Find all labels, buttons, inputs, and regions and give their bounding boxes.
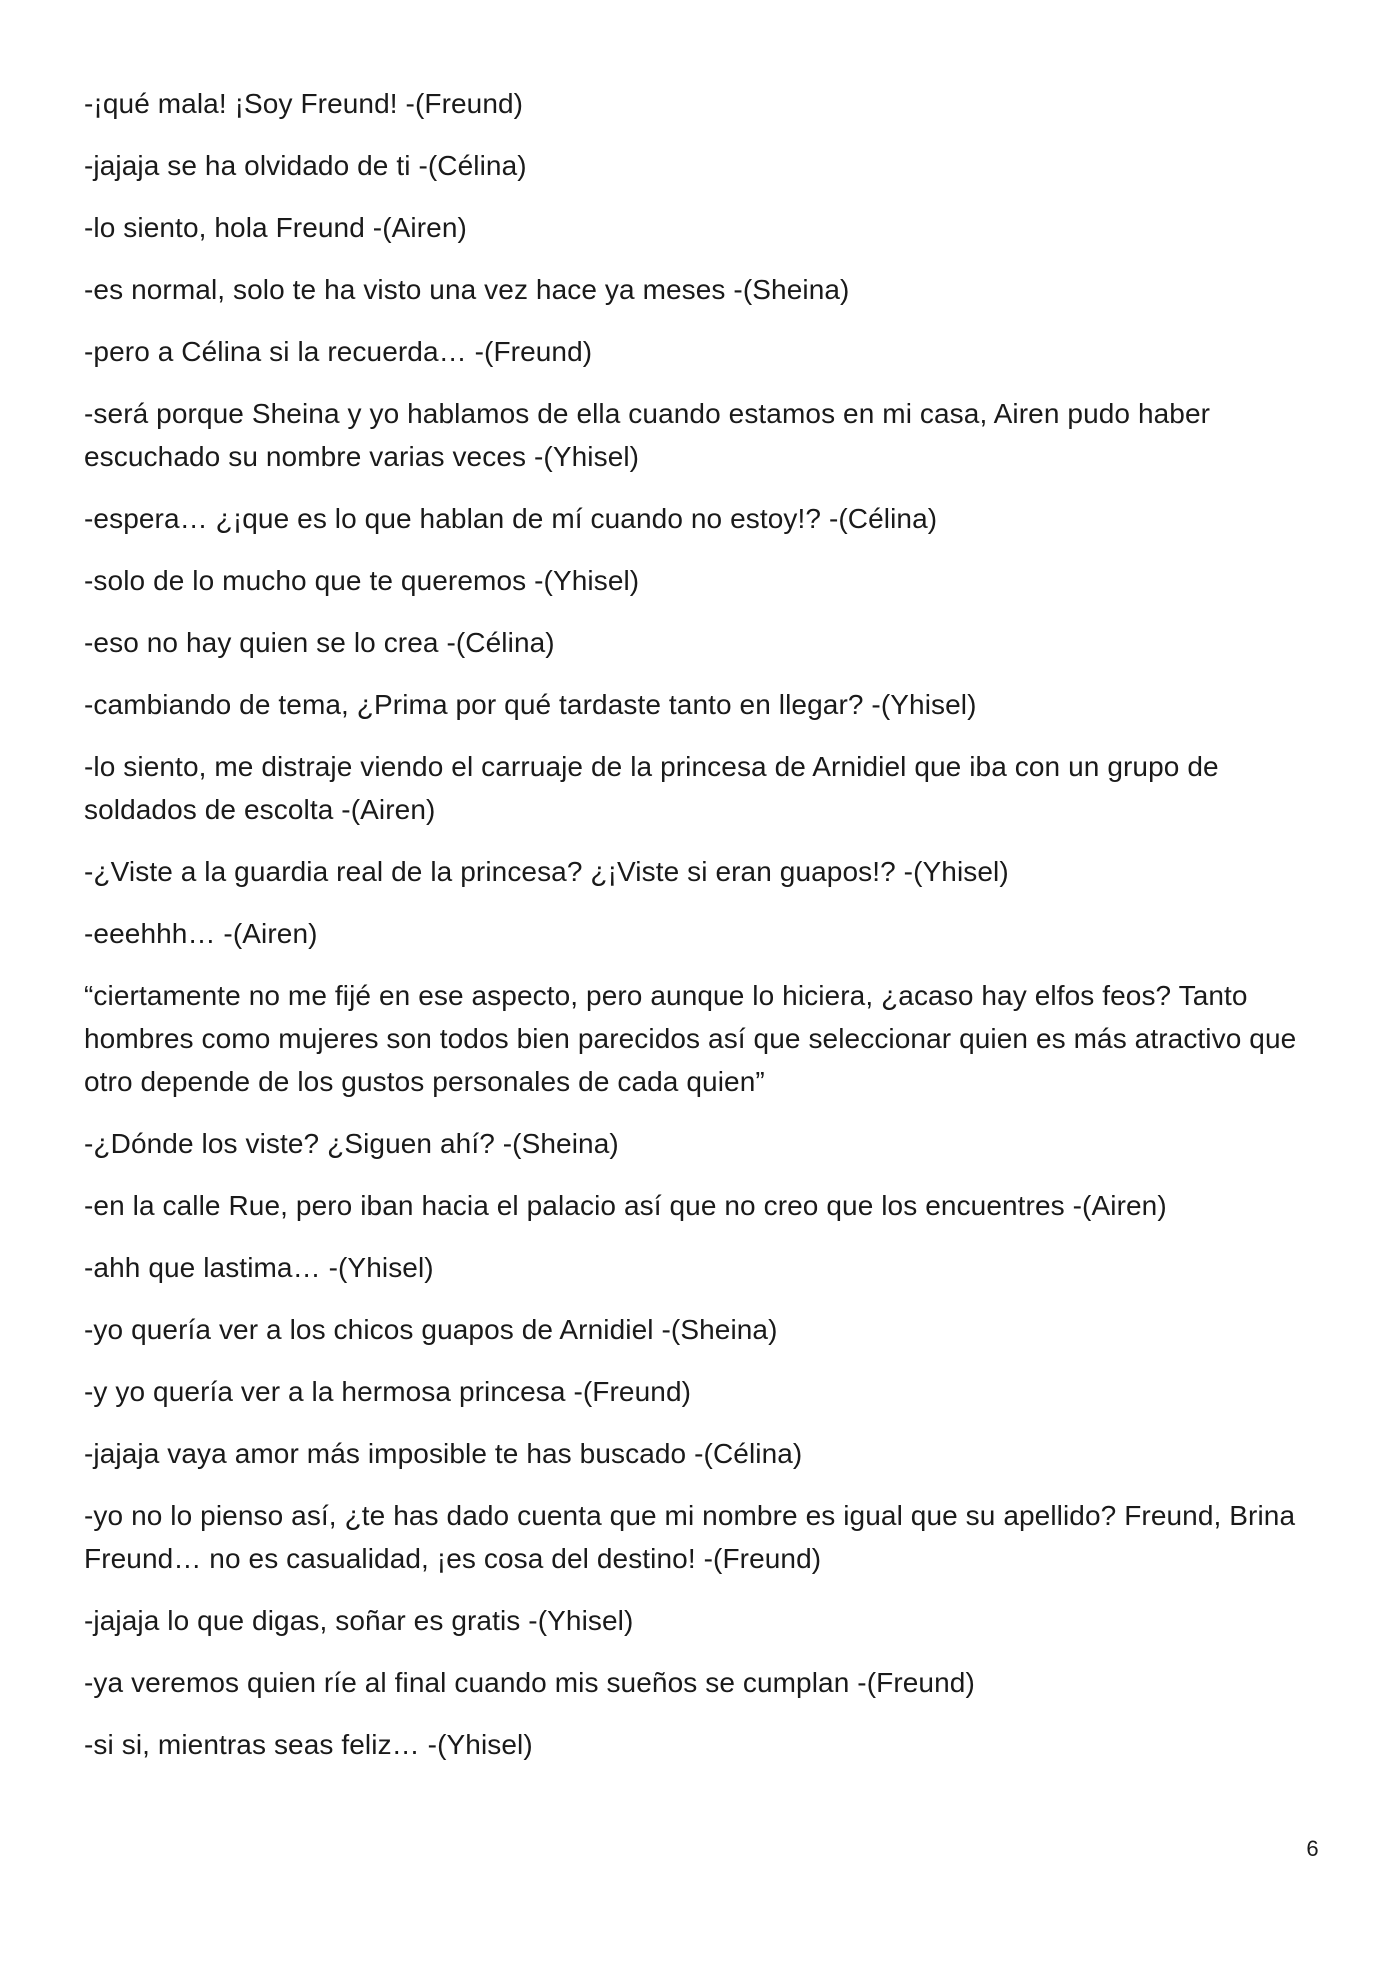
paragraph: -ahh que lastima… -(Yhisel) xyxy=(84,1252,434,1283)
paragraph: -ya veremos quien ríe al final cuando mis sueños se cumplan -(Freund) xyxy=(84,1667,975,1698)
paragraph: -eso no hay quien se lo crea -(Célina) xyxy=(84,627,555,658)
paragraph: -cambiando de tema, ¿Prima por qué tardaste tanto en llegar? -(Yhisel) xyxy=(84,689,977,720)
paragraph: -pero a Célina si la recuerda… -(Freund) xyxy=(84,336,593,367)
page-number: 6 xyxy=(1306,1836,1319,1861)
paragraph: -en la calle Rue, pero iban hacia el palacio así que no creo que los encuentres -(Airen) xyxy=(84,1190,1167,1221)
paragraph: -lo siento, me distraje viendo el carruaje de la princesa de Arnidiel que iba con un grupo de soldados de escolta -(Airen) xyxy=(84,751,1219,825)
paragraph: -¡qué mala! ¡Soy Freund! -(Freund) xyxy=(84,88,524,119)
paragraph: -es normal, solo te ha visto una vez hace ya meses -(Sheina) xyxy=(84,274,850,305)
paragraph: -¿Viste a la guardia real de la princesa? ¿¡Viste si eran guapos!? -(Yhisel) xyxy=(84,856,1009,887)
paragraph: -¿Dónde los viste? ¿Siguen ahí? -(Sheina) xyxy=(84,1128,619,1159)
paragraph: -será porque Sheina y yo hablamos de ella cuando estamos en mi casa, Airen pudo haber escuchado su nombre varias veces -(Yhisel) xyxy=(84,398,1211,472)
paragraph: -jajaja vaya amor más imposible te has buscado -(Célina) xyxy=(84,1438,803,1469)
paragraph: -si si, mientras seas feliz… -(Yhisel) xyxy=(84,1729,533,1760)
paragraph: -yo quería ver a los chicos guapos de Arnidiel -(Sheina) xyxy=(84,1314,778,1345)
paragraph: -solo de lo mucho que te queremos -(Yhisel) xyxy=(84,565,640,596)
dialogue-body xyxy=(84,82,1316,1785)
paragraph: “ciertamente no me fijé en ese aspecto, pero aunque lo hiciera, ¿acaso hay elfos feos? Tanto hombres como mujeres son todos bien parecidos así que seleccionar quien es más atractivo que otro depende de los gustos personales de cada quien” xyxy=(84,980,1297,1097)
paragraph: -yo no lo pienso así, ¿te has dado cuenta que mi nombre es igual que su apellido? Freund, Brina Freund… no es casualidad, ¡es cosa del destino! -(Freund) xyxy=(84,1500,1296,1574)
paragraph: -y yo quería ver a la hermosa princesa -(Freund) xyxy=(84,1376,692,1407)
paragraph: -jajaja lo que digas, soñar es gratis -(Yhisel) xyxy=(84,1605,634,1636)
paragraph: -jajaja se ha olvidado de ti -(Célina) xyxy=(84,150,527,181)
paragraph: -lo siento, hola Freund -(Airen) xyxy=(84,212,467,243)
paragraph: -eeehhh… -(Airen) xyxy=(84,918,318,949)
paragraph: -espera… ¿¡que es lo que hablan de mí cuando no estoy!? -(Célina) xyxy=(84,503,938,534)
